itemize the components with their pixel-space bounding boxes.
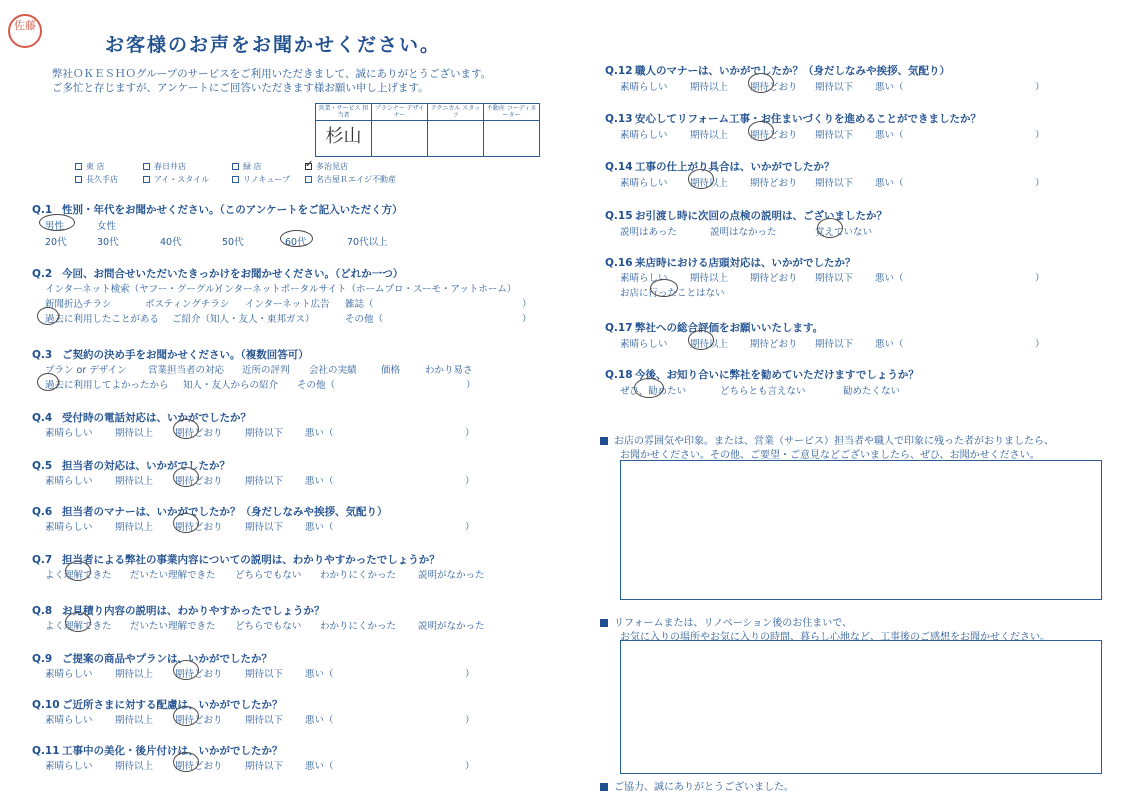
question-number: Q.18 bbox=[605, 369, 633, 381]
question-number: Q.3 bbox=[32, 349, 53, 361]
store-label: リノキューブ bbox=[243, 175, 290, 184]
checkbox-icon bbox=[305, 176, 312, 183]
answer-option[interactable]: 期待以上 bbox=[115, 669, 154, 680]
question-heading bbox=[605, 208, 887, 223]
staff-name-field[interactable] bbox=[372, 121, 428, 157]
answer-option[interactable]: ポスティングチラシ bbox=[145, 299, 230, 310]
selected-answer-circle bbox=[748, 121, 774, 141]
staff-header: 不動産 コーディネーター bbox=[484, 104, 540, 121]
closing-paren: ） bbox=[465, 761, 475, 772]
answer-option[interactable]: よく理解できた bbox=[45, 621, 112, 632]
answer-option[interactable]: 会社の実績 bbox=[309, 365, 357, 376]
question-heading bbox=[32, 266, 403, 281]
store-label: 多治見店 bbox=[316, 162, 348, 171]
answer-option[interactable]: その他（ bbox=[345, 314, 384, 325]
selected-answer-circle bbox=[37, 307, 59, 325]
question-number: Q.4 bbox=[32, 412, 53, 424]
answer-option[interactable]: 期待以上 bbox=[115, 715, 154, 726]
question-number: Q.13 bbox=[605, 113, 633, 125]
staff-name: 杉山 bbox=[325, 126, 362, 147]
page-title: お客様のお声をお聞かせください。 bbox=[105, 34, 442, 56]
question-heading bbox=[32, 504, 388, 519]
answer-option[interactable]: わかり易さ bbox=[425, 365, 473, 376]
answer-option[interactable]: 素晴らしい bbox=[620, 273, 668, 284]
answer-option[interactable]: 期待どおり bbox=[175, 715, 223, 726]
answer-option[interactable]: 期待以下 bbox=[815, 339, 854, 350]
question-text: 今後、お知り合いに弊社を勧めていただけますでしょうか？ bbox=[635, 369, 919, 381]
checkbox-icon bbox=[143, 176, 150, 183]
staff-header: テクニカル スタッフ bbox=[428, 104, 484, 121]
question-text: 工事中の美化・後片付けは、いかがでしたか？ bbox=[62, 745, 283, 757]
closing-paren: ） bbox=[465, 715, 475, 726]
answer-option[interactable]: 悪い（ bbox=[305, 669, 334, 680]
question-number: Q.11 bbox=[32, 745, 60, 757]
question-text: 担当者による弊社の事業内容についての説明は、わかりやすかったでしょうか？ bbox=[62, 554, 440, 566]
answer-option[interactable]: どちらでもない bbox=[235, 570, 302, 581]
answer-option[interactable]: 勧めたくない bbox=[843, 386, 901, 397]
store-checkbox[interactable] bbox=[305, 161, 348, 172]
section-a-line-2: お聞かせください。その他、ご要望・ご意見などございましたら、ぜひ、お聞かせください。 bbox=[620, 450, 1040, 461]
selected-answer-circle bbox=[173, 513, 199, 533]
answer-option[interactable]: 素晴らしい bbox=[620, 178, 668, 189]
store-label: アイ・スタイル bbox=[154, 175, 210, 184]
answer-option[interactable]: ご紹介（知人・友人・東邦ガス） bbox=[172, 314, 315, 325]
question-text: 今回、お問合せいただいたきっかけをお聞かせください。（どれか一つ） bbox=[62, 268, 404, 280]
answer-option[interactable]: 期待以下 bbox=[815, 273, 854, 284]
answer-option[interactable]: 悪い（ bbox=[305, 428, 334, 439]
question-text: お見積り内容の説明は、わかりやすかったでしょうか？ bbox=[62, 605, 325, 617]
answer-option[interactable]: お店に行ったことはない bbox=[620, 288, 725, 299]
answer-option[interactable]: インターネットポータルサイト（ホームプロ・スーモ・アットホーム） bbox=[215, 284, 517, 295]
closing-paren: ） bbox=[465, 522, 475, 533]
question-heading bbox=[605, 320, 823, 335]
answer-option[interactable]: 悪い（ bbox=[875, 130, 904, 141]
question-number: Q.8 bbox=[32, 605, 53, 617]
selected-answer-circle bbox=[173, 752, 199, 772]
answer-option[interactable]: 悪い（ bbox=[875, 82, 904, 93]
question-number: Q.17 bbox=[605, 322, 633, 334]
question-number: Q.9 bbox=[32, 653, 53, 665]
answer-option[interactable]: だいたい理解できた bbox=[130, 621, 216, 632]
answer-option[interactable]: 覚えていない bbox=[815, 227, 873, 238]
question-text: 安心してリフォーム工事・お住まいづくりを進めることができましたか？ bbox=[635, 113, 981, 125]
answer-option[interactable]: 期待どおり bbox=[750, 273, 798, 284]
answer-option[interactable]: 素晴らしい bbox=[45, 715, 93, 726]
question-text: ご提案の商品やプランは、いかがでしたか？ bbox=[62, 653, 272, 665]
answer-option[interactable]: 期待以上 bbox=[690, 130, 729, 141]
answer-option[interactable]: 悪い（ bbox=[875, 273, 904, 284]
question-number: Q.7 bbox=[32, 554, 53, 566]
answer-option[interactable]: 期待どおり bbox=[750, 82, 798, 93]
section-a-comment-box[interactable] bbox=[620, 460, 1102, 600]
answer-option[interactable]: 期待どおり bbox=[175, 522, 223, 533]
answer-option[interactable]: わかりにくかった bbox=[320, 570, 397, 581]
question-number: Q.10 bbox=[32, 699, 60, 711]
staff-header: プランナー デザイナー bbox=[372, 104, 428, 121]
question-heading bbox=[605, 111, 981, 126]
question-number: Q.12 bbox=[605, 65, 633, 77]
question-heading bbox=[32, 743, 283, 758]
answer-option[interactable]: 新聞折込チラシ bbox=[45, 299, 112, 310]
store-checkbox[interactable] bbox=[75, 161, 105, 172]
square-bullet-icon bbox=[600, 437, 608, 445]
answer-option[interactable]: 説明がなかった bbox=[418, 570, 485, 581]
question-text: ご近所さまに対する配慮は、いかがでしたか？ bbox=[62, 699, 283, 711]
question-text: 工事の仕上がり具合は、いかがでしたか？ bbox=[635, 161, 835, 173]
question-text: 担当者の対応は、いかがでしたか？ bbox=[62, 460, 230, 472]
question-text: ご契約の決め手をお聞かせください。（複数回答可） bbox=[62, 349, 309, 361]
answer-option[interactable]: 期待以下 bbox=[245, 669, 284, 680]
answer-option[interactable]: どちらでもない bbox=[235, 621, 302, 632]
answer-option[interactable]: わかりにくかった bbox=[320, 621, 397, 632]
answer-option[interactable]: 40代 bbox=[160, 237, 182, 248]
answer-option[interactable]: 素晴らしい bbox=[45, 761, 93, 772]
answer-option[interactable]: 期待以下 bbox=[245, 522, 284, 533]
question-text: 職人のマナーは、いかがでしたか？（身だしなみや挨拶、気配り） bbox=[635, 65, 950, 77]
answer-option[interactable]: 知人・友人からの紹介 bbox=[183, 380, 279, 391]
answer-option[interactable]: 素晴らしい bbox=[45, 522, 93, 533]
answer-option[interactable]: 50代 bbox=[222, 237, 244, 248]
answer-option[interactable]: 30代 bbox=[97, 237, 119, 248]
closing-paren: ） bbox=[522, 299, 532, 310]
staff-name-field[interactable] bbox=[316, 121, 372, 157]
answer-option[interactable]: 期待以上 bbox=[115, 428, 154, 439]
closing-paren: ） bbox=[1035, 339, 1045, 350]
staff-header: 営業・サービス 担当者 bbox=[316, 104, 372, 121]
question-text: 来店時における店頭対応は、いかがでしたか？ bbox=[635, 257, 856, 269]
answer-option[interactable]: 期待以下 bbox=[245, 715, 284, 726]
answer-option[interactable]: 70代以上 bbox=[347, 237, 388, 248]
closing-paren: ） bbox=[465, 669, 475, 680]
store-checkbox[interactable] bbox=[143, 161, 186, 172]
answer-option[interactable]: ぜひ、勧めたい bbox=[620, 386, 687, 397]
question-heading bbox=[32, 697, 283, 712]
question-heading bbox=[32, 202, 403, 217]
answer-option[interactable]: 期待以上 bbox=[115, 761, 154, 772]
selected-answer-circle bbox=[65, 612, 91, 632]
closing-paren: ） bbox=[466, 380, 476, 391]
answer-option[interactable]: インターネット検索（ヤフー・グーグル） bbox=[45, 284, 225, 295]
question-text: 担当者のマナーは、いかがでしたか？（身だしなみや挨拶、気配り） bbox=[62, 506, 388, 518]
closing-paren: ） bbox=[1035, 82, 1045, 93]
answer-option[interactable]: 60代 bbox=[285, 237, 307, 248]
answer-option[interactable]: 女性 bbox=[97, 221, 117, 232]
answer-option[interactable]: 説明はあった bbox=[620, 227, 677, 238]
staff-name-field[interactable] bbox=[428, 121, 484, 157]
selected-answer-circle bbox=[748, 73, 774, 93]
answer-option[interactable]: 悪い（ bbox=[305, 522, 334, 533]
store-label: 東 店 bbox=[86, 162, 105, 171]
selected-answer-circle bbox=[173, 419, 199, 439]
question-heading bbox=[32, 458, 230, 473]
question-heading bbox=[605, 159, 835, 174]
question-text: 弊社への総合評価をお願いいたします。 bbox=[635, 322, 824, 334]
selected-answer-circle bbox=[688, 330, 714, 350]
section-b-line-1: リフォームまたは、リノベーション後のお住まいで、 bbox=[600, 614, 852, 629]
seal-stamp-text: 佐藤 bbox=[14, 19, 36, 32]
selected-answer-circle bbox=[280, 230, 313, 247]
store-checkbox[interactable] bbox=[305, 174, 396, 185]
answer-option[interactable]: 期待以上 bbox=[115, 476, 154, 487]
section-b-comment-box[interactable] bbox=[620, 640, 1102, 774]
answer-option[interactable]: 男性 bbox=[45, 221, 65, 232]
staff-table bbox=[315, 103, 540, 157]
checkbox-icon bbox=[232, 163, 239, 170]
question-number: Q.5 bbox=[32, 460, 53, 472]
selected-answer-circle bbox=[37, 373, 59, 391]
answer-option[interactable]: 期待どおり bbox=[750, 339, 798, 350]
square-bullet-icon bbox=[600, 783, 608, 791]
question-heading bbox=[32, 410, 251, 425]
answer-option[interactable]: 期待どおり bbox=[750, 130, 798, 141]
selected-answer-circle bbox=[817, 218, 843, 238]
answer-option[interactable]: 雑誌（ bbox=[345, 299, 374, 310]
answer-option[interactable]: 期待以下 bbox=[815, 130, 854, 141]
question-number: Q.1 bbox=[32, 204, 53, 216]
store-label: 名古屋Ｒエイジ不動産 bbox=[316, 175, 396, 184]
answer-option[interactable]: 期待以下 bbox=[245, 476, 284, 487]
intro-line-1: 弊社ＯＫＥＳＨＯグループのサービスをご利用いただきまして、誠にありがとうございます。 bbox=[52, 68, 492, 80]
store-checkbox[interactable] bbox=[232, 174, 290, 185]
answer-option[interactable]: 素晴らしい bbox=[45, 428, 93, 439]
seal-stamp bbox=[8, 14, 42, 48]
answer-option[interactable]: 近所の評判 bbox=[242, 365, 290, 376]
answer-option[interactable]: 説明はなかった bbox=[710, 227, 777, 238]
question-heading bbox=[32, 552, 440, 567]
question-text: 受付時の電話対応は、いかがでしたか？ bbox=[62, 412, 251, 424]
section-a-line-1: お店の雰囲気や印象。または、営業（サービス）担当者や職人で印象に残った者がおりましたら、 bbox=[600, 432, 1054, 447]
checkbox-icon bbox=[75, 163, 82, 170]
answer-option[interactable]: 営業担当者の対応 bbox=[148, 365, 225, 376]
selected-answer-circle bbox=[650, 279, 678, 297]
selected-answer-circle bbox=[65, 561, 91, 581]
store-checkbox[interactable] bbox=[75, 174, 118, 185]
question-number: Q.6 bbox=[32, 506, 53, 518]
answer-option[interactable]: その他（ bbox=[297, 380, 336, 391]
closing-paren: ） bbox=[1035, 178, 1045, 189]
answer-option[interactable]: インターネット広告 bbox=[245, 299, 330, 310]
answer-option[interactable]: 期待どおり bbox=[175, 761, 223, 772]
answer-option[interactable]: 期待どおり bbox=[175, 669, 223, 680]
checkbox-icon bbox=[232, 176, 239, 183]
answer-option[interactable]: 過去に利用したことがある bbox=[45, 314, 160, 325]
answer-option[interactable]: 悪い（ bbox=[305, 715, 334, 726]
answer-option[interactable]: 素晴らしい bbox=[45, 669, 93, 680]
answer-option[interactable]: 期待以上 bbox=[690, 339, 729, 350]
answer-option[interactable]: 過去に利用してよかったから bbox=[45, 380, 169, 391]
question-text: 性別・年代をお聞かせください。（このアンケートをご記入いただく方） bbox=[62, 204, 403, 216]
answer-option[interactable]: プラン or デザイン bbox=[45, 365, 127, 376]
answer-option[interactable]: 期待以上 bbox=[690, 273, 729, 284]
question-number: Q.2 bbox=[32, 268, 53, 280]
square-bullet-icon bbox=[600, 619, 608, 627]
question-heading bbox=[605, 255, 856, 270]
answer-option[interactable]: 期待以上 bbox=[115, 522, 154, 533]
closing-paren: ） bbox=[465, 476, 475, 487]
answer-option[interactable]: よく理解できた bbox=[45, 570, 112, 581]
answer-option[interactable]: 20代 bbox=[45, 237, 67, 248]
answer-option[interactable]: 期待以下 bbox=[245, 428, 284, 439]
closing-paren: ） bbox=[1035, 273, 1045, 284]
question-number: Q.14 bbox=[605, 161, 633, 173]
answer-option[interactable]: 悪い（ bbox=[305, 761, 334, 772]
answer-option[interactable]: どちらとも言えない bbox=[720, 386, 806, 397]
selected-answer-circle bbox=[173, 467, 199, 487]
answer-option[interactable]: 素晴らしい bbox=[620, 339, 668, 350]
answer-option[interactable]: だいたい理解できた bbox=[130, 570, 216, 581]
selected-answer-circle bbox=[39, 214, 75, 231]
closing-paren: ） bbox=[1035, 130, 1045, 141]
question-heading bbox=[32, 651, 272, 666]
checkbox-icon bbox=[75, 176, 82, 183]
answer-option[interactable]: 期待どおり bbox=[175, 428, 223, 439]
answer-option[interactable]: 素晴らしい bbox=[620, 82, 668, 93]
store-label: 長久手店 bbox=[86, 175, 118, 184]
answer-option[interactable]: 素晴らしい bbox=[45, 476, 93, 487]
answer-option[interactable]: 素晴らしい bbox=[620, 130, 668, 141]
answer-option[interactable]: 価格 bbox=[381, 365, 401, 376]
store-label: 緑 店 bbox=[243, 162, 262, 171]
store-checkbox[interactable] bbox=[143, 174, 209, 185]
answer-option[interactable]: 悪い（ bbox=[875, 178, 904, 189]
store-label: 春日井店 bbox=[154, 162, 186, 171]
checkbox-icon bbox=[143, 163, 150, 170]
selected-answer-circle bbox=[688, 169, 714, 189]
store-checkbox[interactable] bbox=[232, 161, 262, 172]
answer-option[interactable]: 期待どおり bbox=[750, 178, 798, 189]
question-heading bbox=[605, 63, 950, 78]
answer-option[interactable]: 期待以下 bbox=[815, 178, 854, 189]
answer-option[interactable]: 期待以下 bbox=[815, 82, 854, 93]
question-heading bbox=[32, 347, 309, 362]
checkbox-icon: ✓ bbox=[305, 159, 314, 170]
answer-option[interactable]: 期待以下 bbox=[245, 761, 284, 772]
closing-paren: ） bbox=[465, 428, 475, 439]
answer-option[interactable]: 期待以上 bbox=[690, 82, 729, 93]
question-text: お引渡し時に次回の点検の説明は、ございましたか？ bbox=[635, 210, 887, 222]
selected-answer-circle bbox=[634, 378, 664, 398]
selected-answer-circle bbox=[173, 660, 199, 680]
answer-option[interactable]: 説明がなかった bbox=[418, 621, 485, 632]
closing-paren: ） bbox=[522, 314, 532, 325]
answer-option[interactable]: 期待以上 bbox=[690, 178, 729, 189]
answer-option[interactable]: 悪い（ bbox=[875, 339, 904, 350]
answer-option[interactable]: 期待どおり bbox=[175, 476, 223, 487]
answer-option[interactable]: 悪い（ bbox=[305, 476, 334, 487]
closing-message: ご協力、誠にありがとうございました。 bbox=[600, 778, 794, 793]
staff-name-field[interactable] bbox=[484, 121, 540, 157]
question-number: Q.16 bbox=[605, 257, 633, 269]
question-number: Q.15 bbox=[605, 210, 633, 222]
section-b-line-2: お気に入りの場所やお気に入りの時間、暮らし心地など、工事後のご感想をお聞かせください。 bbox=[620, 632, 1050, 643]
selected-answer-circle bbox=[173, 706, 199, 726]
intro-line-2: ご多忙と存じますが、アンケートにご回答いただきます様お願い申し上げます。 bbox=[52, 82, 429, 94]
